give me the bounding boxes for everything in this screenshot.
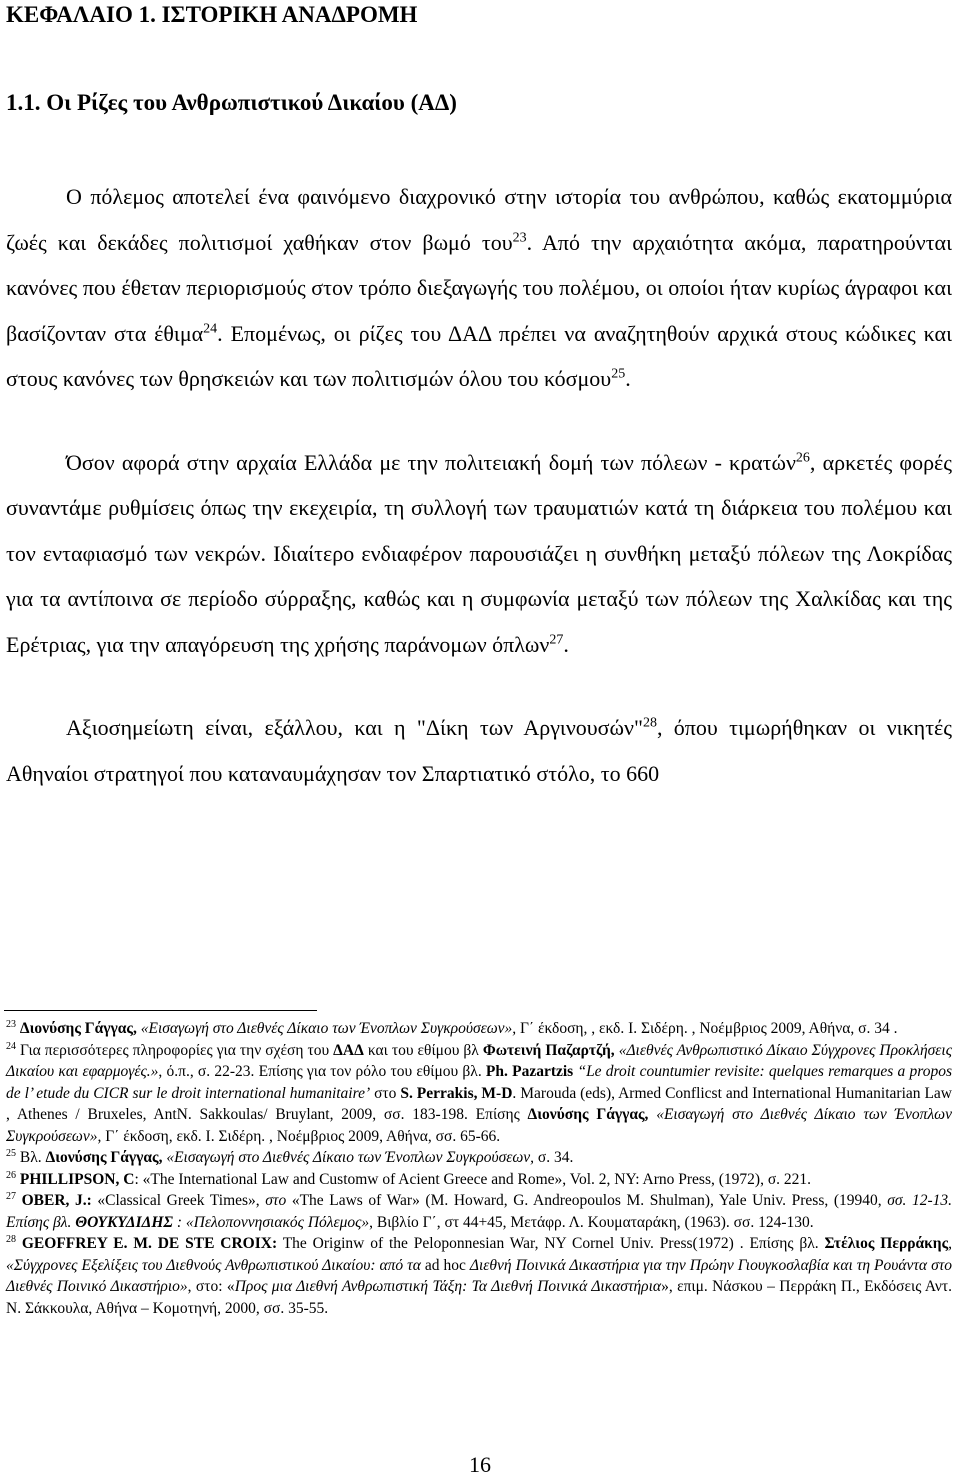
footnote-text: », επιμ. Νάσκου – Περράκη Π., Εκδόσεις Αντ. Ν. Σάκκουλα, Αθήνα – Κομοτηνή, 2000, σσ. 35-55. bbox=[6, 1278, 953, 1317]
footnote-author: PHILLIPSON, C bbox=[16, 1170, 135, 1188]
footnote-title: «Εισαγωγή στο Διεθνές Δίκαιο των Ένοπλων Συγκρούσεων», bbox=[6, 1106, 952, 1145]
footnote-ref[interactable]: 25 bbox=[611, 366, 626, 382]
footnote-23 bbox=[6, 1018, 952, 1040]
footnote-title: Προς μια Διεθνή Ανθρωπιστική Τάξη: Τα Διεθνή Ποινικά Δικαστήρια bbox=[234, 1278, 662, 1295]
footnote-text: στο bbox=[370, 1084, 401, 1102]
footnote-number: 25 bbox=[6, 1147, 16, 1159]
footnote-author: Διονύσης Γάγγας, bbox=[527, 1106, 649, 1123]
paragraph-text: , αρκετές φορές συναντάμε ρυθμίσεις όπως την εκεχειρία, τη συλλογή των τραυματιών κατά τη διάρκεια του πολέμου και τον ενταφιασμό των νεκρών. Ιδιαίτερο ενδιαφέρον παρουσιάζει η συνθήκη μεταξύ πόλεων της Λοκρίδας για τα αντίποινα σε περίοδο σύρραξης, καθώς και η συμφωνία μεταξύ των πόλεων της Χαλκίδας και της Ερέτριας, για την απαγόρευση της χρήσης παράνομων όπλων bbox=[6, 449, 952, 657]
footnote-text: Για περισσότερες πληροφορίες για την σχέση του bbox=[16, 1041, 334, 1059]
footnote-text: , στο: « bbox=[187, 1278, 235, 1295]
footnote-author: ΘΟΥΚΥΔΙΔΗΣ bbox=[75, 1213, 173, 1231]
footnote-number: 27 bbox=[6, 1190, 16, 1202]
footnote-author: Ph. Pazartzis bbox=[485, 1063, 574, 1080]
footnote-number: 24 bbox=[6, 1040, 16, 1052]
footnote-author: Στέλιος Περράκης bbox=[824, 1235, 949, 1252]
footnote-text: The Originw of the Peloponnesian War, NY Cornel Univ. Press(1972) . Επίσης βλ. bbox=[277, 1235, 825, 1252]
footnote-text: Γ΄ έκδοση, , εκδ. Ι. Σιδέρη. , Νοέμβριος 2009, Αθήνα, σ. 34 . bbox=[516, 1020, 898, 1037]
footnote-title: Διεθνή Ποινικά Δικαστήρια για την Πρώην Γιουγκοσλαβία και τη Ρουάντα στο Διεθνές Ποινικό Δικαστήριο» bbox=[6, 1256, 953, 1295]
footnote-emphasis: ΔΑΔ bbox=[333, 1041, 364, 1059]
footnote-25 bbox=[6, 1147, 952, 1169]
paragraph-text: . Από την αρχαιότητα ακόμα, παρατηρούνται κανόνες που έθεταν περιορισμούς στον τρόπο διεξαγωγής του πολέμου, οι οποίοι ήταν κυρίως άγραφοι και βασίζονταν στα έθιμα bbox=[6, 229, 953, 346]
footnote-text: ad hoc bbox=[420, 1256, 470, 1274]
paragraph-text: . Επομένως, οι ρίζες του ΔΑΔ πρέπει να αναζητηθούν αρχικά στους κώδικες και στους κανόνες των θρησκειών και των πολιτισμών όλου του κόσμου bbox=[6, 320, 952, 391]
footnote-text: Γ΄ έκδοση, εκδ. Ι. Σιδέρη. , Νοέμβριος 2009, Αθήνα, σσ. 65-66. bbox=[101, 1127, 501, 1145]
footnote-ref[interactable]: 24 bbox=[203, 321, 218, 337]
footnote-title: στο bbox=[265, 1192, 287, 1209]
footnote-author: Διονύσης Γάγγας, bbox=[45, 1149, 163, 1166]
footnote-title: «Διεθνές Ανθρωπιστικό Δίκαιο Σύγχρονες Προκλήσεις Δικαίου και εφαρμογές.» bbox=[6, 1041, 952, 1080]
footnote-text: Βλ. bbox=[16, 1149, 46, 1166]
paragraph-text: Αξιοσημείωτη είναι, εξάλλου, και η "Δίκη των Αργινουσών" bbox=[66, 715, 643, 740]
body-text bbox=[6, 174, 952, 796]
footnotes bbox=[6, 1018, 952, 1319]
footnote-26 bbox=[6, 1169, 952, 1191]
footnote-title: , «Σύγχρονες Εξελίξεις του Διεθνούς Ανθρωπιστικού Δικαίου: από τα bbox=[6, 1235, 953, 1274]
footnote-author: S. Perrakis, M-D bbox=[400, 1084, 513, 1102]
footnote-title: “Le droit countumier revisite: quelques remarques a propos de l’ etude du CICR sur le droit international humanitaire’ bbox=[6, 1063, 952, 1102]
footnote-number: 26 bbox=[6, 1169, 16, 1181]
paragraph bbox=[6, 440, 952, 668]
footnote-text: , ό.π., σ. 22-23. Επίσης για τον ρόλο του εθίμου βλ. bbox=[158, 1063, 486, 1080]
paragraph-text: Ο πόλεμος αποτελεί ένα φαινόμενο διαχρονικό στην ιστορία του ανθρώπου, καθώς εκατομμύρια ζωές και δεκάδες πολιτισμοί χαθήκαν στον βωμό του bbox=[6, 184, 952, 255]
footnote-text: , Βιβλίο Γ΄, στ 44+45, Μετάφρ. Λ. Κουματαράκη, (1963). σσ. 124-130. bbox=[369, 1213, 814, 1231]
footnote-separator bbox=[4, 1010, 317, 1011]
footnote-title: «Εισαγωγή στο Διεθνές Δίκαιο των Ένοπλων Συγκρούσεων», bbox=[136, 1020, 517, 1037]
paragraph-text: , όπου τιμωρήθηκαν οι νικητές Αθηναίοι στρατηγοί που καταναυμάχησαν τον Σπαρτιατικό στόλο, το 660 bbox=[6, 715, 952, 786]
footnote-number: 28 bbox=[6, 1233, 16, 1245]
chapter-title: ΚΕΦΑΛΑΙΟ 1. ΙΣΤΟΡΙΚΗ ΑΝΑΔΡΟΜΗ bbox=[6, 2, 418, 27]
paragraph-text: Όσον αφορά στην αρχαία Ελλάδα με την πολιτειακή δομή των πόλεων - κρατών bbox=[66, 449, 796, 475]
footnote-text: «The Laws of War» (M. Howard, G. Andreopoulos M. Shulman), Yale Univ. Press, (19940, bbox=[286, 1192, 888, 1209]
footnote-ref[interactable]: 28 bbox=[642, 715, 657, 731]
footnote-text: . Marouda (eds), Armed Conflicst and International Humanitarian Law , Athenes / Bruxeles, AntN. Sakkoulas/ Bruylant, 2009, σσ. 183-198. Επίσης bbox=[6, 1084, 952, 1123]
paragraph-text: . bbox=[625, 366, 631, 391]
footnote-text: : «The International Law and Customw of Acient Greece and Rome», Vol. 2, NY: Arno Press, (1972), σ. 221. bbox=[134, 1170, 812, 1188]
paragraph bbox=[6, 705, 952, 796]
footnote-title: «Εισαγωγή στο Διεθνές Δίκαιο των Ένοπλων Συγκρούσεων, bbox=[162, 1149, 535, 1166]
footnote-title: σσ. 12-13. Επίσης βλ. bbox=[6, 1192, 953, 1231]
footnote-author: Διονύσης Γάγγας, bbox=[19, 1020, 137, 1037]
section-title: 1.1. Οι Ρίζες του Ανθρωπιστικού Δικαίου (ΑΔ) bbox=[6, 90, 457, 115]
footnote-author: GEOFFREY E. M. DE STE CROIX: bbox=[16, 1235, 278, 1252]
paragraph-text: . bbox=[563, 631, 569, 657]
footnote-ref[interactable]: 27 bbox=[549, 632, 564, 648]
footnote-ref[interactable]: 23 bbox=[512, 230, 527, 246]
footnote-ref[interactable]: 26 bbox=[795, 450, 810, 466]
page-number: 16 bbox=[469, 1452, 491, 1477]
footnote-28 bbox=[6, 1233, 952, 1319]
footnote-text: σ. 34. bbox=[534, 1149, 574, 1166]
footnote-number: 23 bbox=[6, 1018, 16, 1030]
footnote-title: : «Πελοποννησιακός Πόλεμος» bbox=[172, 1213, 370, 1231]
footnote-24 bbox=[6, 1040, 952, 1148]
footnote-author: Φωτεινή Παζαρτζή, bbox=[482, 1041, 615, 1059]
paragraph bbox=[6, 174, 952, 402]
footnote-text: «Classical Greek Times», bbox=[91, 1192, 266, 1209]
footnote-author: OBER, J.: bbox=[16, 1192, 92, 1209]
footnote-text: και του εθίμου βλ bbox=[363, 1041, 483, 1059]
footnote-27 bbox=[6, 1190, 952, 1233]
